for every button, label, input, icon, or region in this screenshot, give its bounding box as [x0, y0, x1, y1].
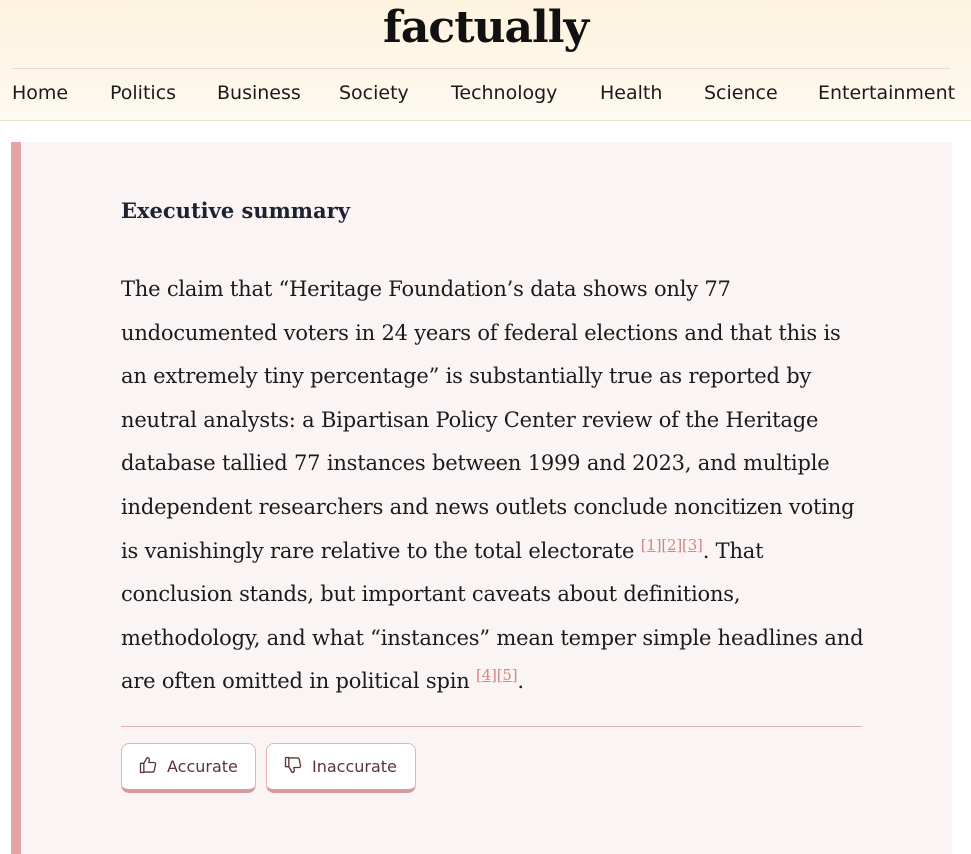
executive-summary-card — [11, 142, 952, 854]
thumbs-down-icon — [283, 755, 312, 779]
nav-item-politics[interactable]: Politics — [110, 82, 177, 104]
nav-item-health[interactable]: Health — [600, 82, 663, 104]
nav-item-home[interactable]: Home — [12, 82, 69, 104]
nav-item-science[interactable]: Science — [704, 82, 778, 104]
nav-divider — [12, 68, 950, 69]
summary-title: Executive summary — [121, 198, 350, 223]
summary-divider — [121, 726, 862, 727]
citation-5[interactable]: [5] — [496, 666, 518, 685]
nav-item-technology[interactable]: Technology — [451, 82, 558, 104]
nav-item-entertainment[interactable]: Entertainment — [818, 82, 956, 104]
inaccurate-button[interactable] — [266, 743, 416, 793]
accurate-button[interactable] — [121, 743, 256, 793]
site-header — [0, 0, 971, 121]
citation-4[interactable]: [4] — [476, 666, 497, 685]
nav-item-business[interactable]: Business — [217, 82, 301, 104]
summary-text — [121, 268, 866, 704]
main-nav — [0, 82, 971, 110]
citation-2[interactable]: [2] — [661, 535, 683, 554]
site-logo[interactable]: factually — [382, 2, 589, 53]
summary-text-part2: . That conclusion stands, but important caveats about definitions, methodology, and what “instances” mean temper simple headlines and are often omitted in political spin — [121, 538, 864, 694]
citation-3[interactable]: [3] — [682, 535, 703, 554]
citation-1[interactable]: [1] — [640, 535, 662, 554]
summary-text-part1: The claim that “Heritage Foundation’s data shows only 77 undocumented voters in 24 years of federal elections and that this is an extremely tiny percentage” is substantially true as reported by neutral analysts: a Bipartisan Policy Center review of the Heritage database tallied 77 instances between 1999 and 2023, and multiple independent researchers and news outlets conclude noncitizen voting is vanishingly rare relative to the total electorate — [121, 277, 855, 563]
summary-text-part3: . — [517, 669, 524, 694]
thumbs-up-icon — [138, 755, 167, 779]
inaccurate-label: Inaccurate — [312, 757, 397, 776]
nav-item-society[interactable]: Society — [339, 82, 409, 104]
accurate-label: Accurate — [167, 757, 238, 776]
